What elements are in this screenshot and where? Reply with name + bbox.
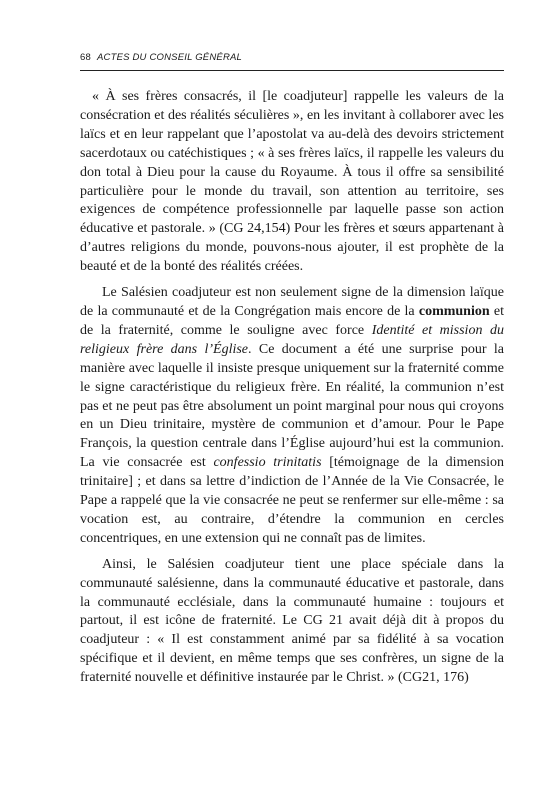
running-title: ACTES DU CONSEIL GÉNÉRAL: [96, 52, 243, 63]
page-body: [80, 88, 504, 695]
latin-phrase-italic: confessio trinitatis: [213, 455, 322, 471]
document-title-italic: Identité et mission du religieux frère dans l’Église: [80, 322, 504, 357]
paragraph-2-part-c: . Ce document a été une surprise pour la manière avec laquelle il insiste presque uniquement sur la fraternité comme le signe caractéristique du religieux frère. En réalité, la communion n’est pas et ne peut pas être absolument un point marginal pour nous qui croyons en un Dieu trinitaire, mystère de communion et d’amour. Pour le Pape François, la question centrale dans l’Église aujourd’hui est la communion. La vie consacrée est: [80, 341, 504, 471]
paragraph-2: [80, 284, 504, 549]
paragraph-2-part-a: Le Salésien coadjuteur est non seulement signe de la dimension laïque de la communauté et de la Congrégation mais encore de la: [80, 285, 504, 319]
paragraph-3: Ainsi, le Salésien coadjuteur tient une place spéciale dans la communauté salésienne, dans la communauté éducative et pastorale, dans la communauté ecclésiale, dans la communauté humaine : toujours et partout, il est icône de fraternité. Le CG 21 avait déjà dit à propos du coadjuteur : « Il est constamment animé par sa fidélité à sa vocation spécifique et il devient, en même temps que ses confrères, un signe de la fraternité nouvelle et définitive instaurée par le Christ. » (CG21, 176): [80, 556, 504, 686]
paragraph-2-part-d: [témoignage de la dimension trinitaire] ; et dans sa lettre d’indiction de l’Année de la Vie Consacrée, le Pape a rappelé que la vie consacrée ne peut se renfermer sur elle-même : sa vocation est, au contraire, d’étendre la communion en cercles concentriques, en une extension qui ne connaît pas de limites.: [80, 455, 505, 546]
bold-term-communion: communion: [418, 303, 490, 319]
page-number: 68: [80, 52, 91, 63]
running-header: [80, 52, 504, 71]
paragraph-2-part-b: et de la fraternité, comme le souligne avec force: [80, 303, 504, 338]
paragraph-1: « À ses frères consacrés, il [le coadjuteur] rappelle les valeurs de la consécration et des réalités séculières », en les invitant à collaborer avec les laïcs et en leur rappelant que l’apostolat va au-delà des devoirs strictement sacerdotaux ou catéchistiques ; « à ses frères laïcs, il rappelle les valeurs du don total à Dieu pour la cause du Royaume. À tous il offre sa sensibilité particulière pour le monde du travail, son attention au territoire, ses exigences de compétence professionnelle par laquelle passe son action éducative et pastorale. » (CG 24,154) Pour les frères et sœurs appartenant à d’autres religions du monde, pouvons-nous ajouter, il est prophète de la beauté et de la bonté des réalités créées.: [80, 89, 504, 275]
